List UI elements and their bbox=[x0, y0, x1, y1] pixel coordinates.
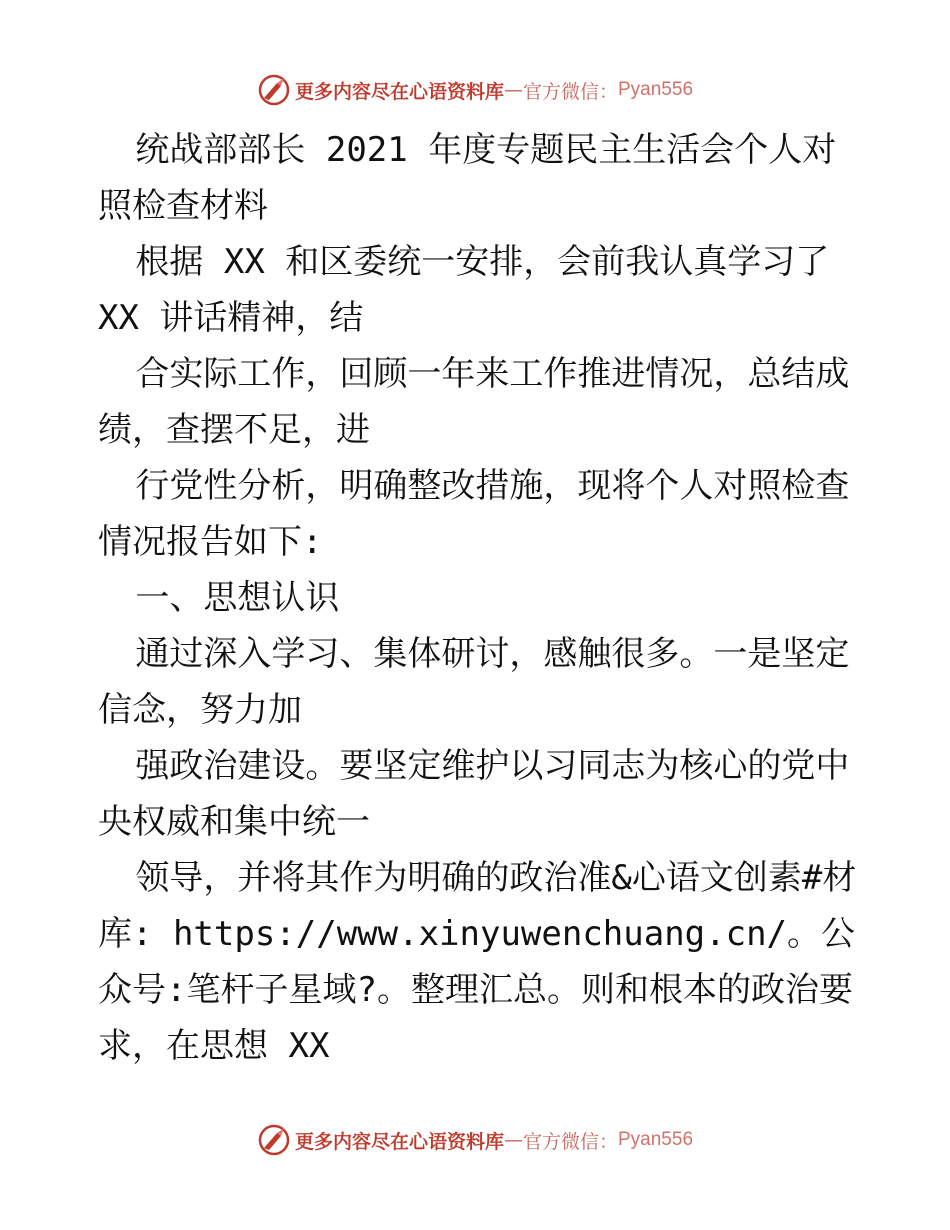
header-brand-text: 更多内容尽在心语资料库 bbox=[294, 80, 504, 103]
header-dash: — bbox=[503, 79, 523, 101]
section-heading: 一、思想认识 bbox=[135, 578, 340, 618]
paragraph: 合实际工作，回顾一年来工作推进情况，总结成绩，查摆不足，进 bbox=[98, 354, 850, 450]
footer-watermark-banner bbox=[0, 1120, 950, 1160]
paragraph: 强政治建设。要坚定维护以习同志为核心的党中央权威和集中统一 bbox=[98, 746, 850, 842]
header-wechat-label: 官方微信： bbox=[522, 80, 618, 103]
document-title: 统战部部长 2021 年度专题民主生活会个人对照检查材料 bbox=[98, 130, 837, 226]
header-wechat-account: Pyan556 bbox=[618, 79, 694, 100]
document-body bbox=[98, 122, 858, 1074]
footer-wechat-account: Pyan556 bbox=[618, 1129, 694, 1150]
paragraph: 根据 XX 和区委统一安排，会前我认真学习了 XX 讲话精神，结 bbox=[98, 242, 830, 338]
paragraph: 行党性分析，明确整改措施，现将个人对照检查情况报告如下: bbox=[98, 466, 850, 562]
header-watermark-banner bbox=[0, 70, 950, 110]
footer-wechat-label: 官方微信： bbox=[522, 1130, 618, 1153]
footer-dash: — bbox=[503, 1129, 523, 1151]
paragraph: 通过深入学习、集体研讨，感触很多。一是坚定信念，努力加 bbox=[98, 634, 850, 730]
paragraph: 领导，并将其作为明确的政治准&心语文创素#材库: https://www.xinyuwenchuang.cn/。公众号:笔杆子星域?。整理汇总。则和根本的政治要求，在思想 XX bbox=[98, 858, 857, 1066]
quill-pen-logo-icon bbox=[257, 73, 291, 107]
quill-pen-logo-icon bbox=[257, 1123, 291, 1157]
footer-brand-text: 更多内容尽在心语资料库 bbox=[294, 1130, 504, 1153]
